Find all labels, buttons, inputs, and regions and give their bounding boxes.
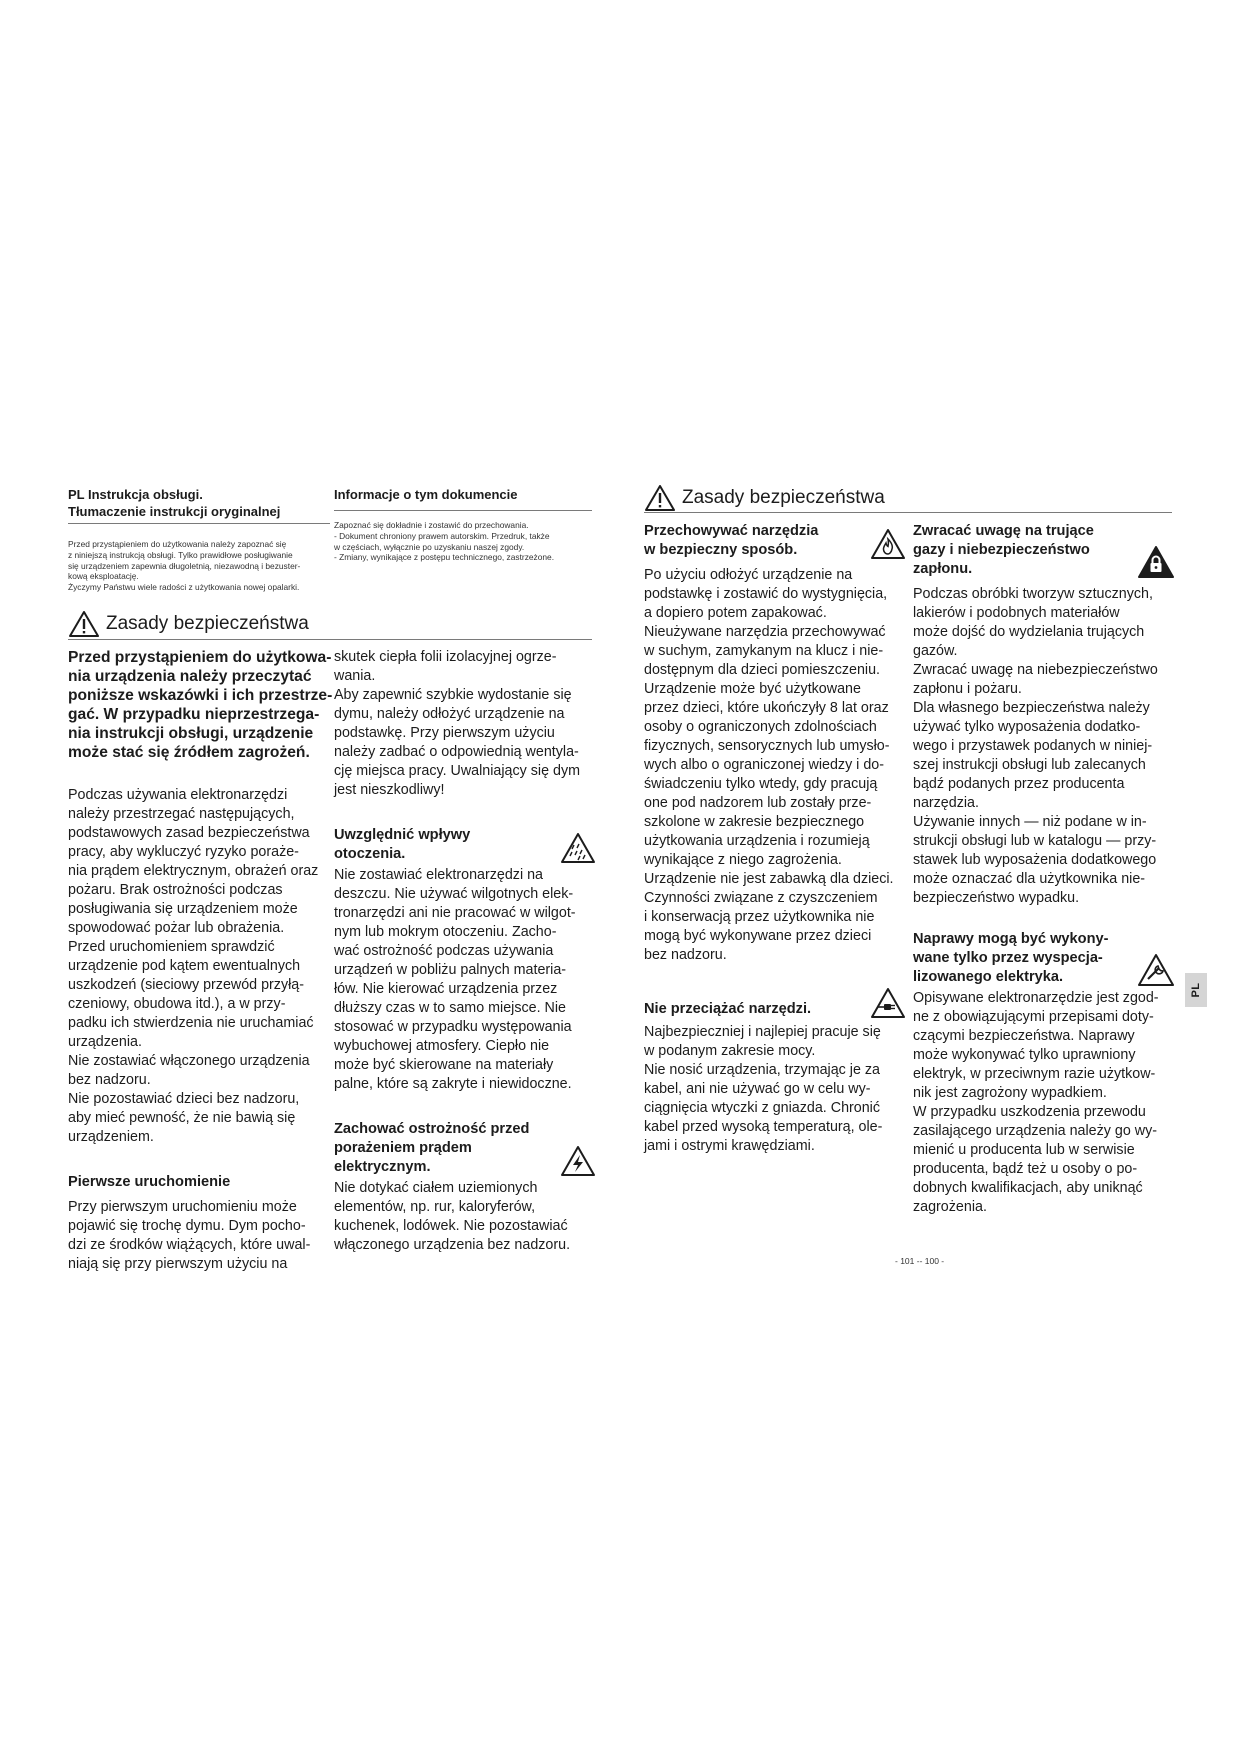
page-numbers: - 101 -- 100 - xyxy=(895,1256,945,1266)
lead-paragraph: Przed przystąpieniem do użytkowa- nia urządzenia należy przeczytać poniższe wskazówki i ich przestrze- gać. W przypadku nieprzestrzega- nia instrukcji obsługi, urządzenie może stać się źródłem zagrożeń. xyxy=(68,649,333,761)
body-paragraph: Podczas używania elektronarzędzi należy przestrzegać następujących, podstawowych zasad bezpieczeństwa pracy, aby wykluczyć ryzyko poraże- nia prądem elektrycznym, obrażeń oraz pożaru. Brak ostrożności podczas posługiwania się urządzeniem może spowodować pożar lub obrażenia. Przed uruchomieniem sprawdzić urządzenie pod kątem ewentualnych uszkodzeń (sieciowy przewód przyłą- czeniowy, obudowa itd.), a w przy- padku ich stwierdzenia nie uruchamiać urządzenia. Nie zostawiać włączonego urządzenia bez nadzoru. Nie pozostawiać dzieci bez nadzoru, aby mieć pewność, że nie bawią się urządzeniem. xyxy=(68,787,319,1145)
section-heading xyxy=(644,484,885,512)
document-info xyxy=(334,486,594,563)
subheading-storage: Przechowywać narzędzia w bezpieczny sposób. xyxy=(644,523,819,558)
subheading-repairs: Naprawy mogą być wykony- wane tylko przez wyspecja- lizowanego elektryka. xyxy=(913,931,1109,985)
first-use-text: Przy pierwszym uruchomieniu może pojawić się trochę dymu. Dym pocho- dzi ze środków wiążących, które uwal- niają się przy pierwszym użyciu na xyxy=(68,1199,311,1272)
subheading-toxic-gas: Zwracać uwagę na trujące gazy i niebezpieczeństwo zapłonu. xyxy=(913,523,1094,577)
document-info-text: Zapoznać się dokładnie i zostawić do przechowania. - Dokument chroniony prawem autorskim. Przedruk, także w częściach, wyłącznie po uzyskaniu naszej zgody. - Zmiany, wynikające z postępu technicznego, zastrzeżone. xyxy=(334,520,555,563)
manual-title: PL Instrukcja obsługi. Tłumaczenie instrukcji oryginalnej xyxy=(68,487,281,519)
toxic-gas-heading-row xyxy=(913,522,1175,579)
section-divider xyxy=(68,639,592,640)
lock-warning-icon xyxy=(1137,545,1175,579)
storage-heading-row xyxy=(644,522,906,560)
subheading-first-use: Pierwsze uruchomienie xyxy=(68,1174,231,1190)
section-heading xyxy=(68,610,309,638)
repair-warning-icon xyxy=(1137,953,1175,987)
overload-heading-row xyxy=(644,987,906,1019)
section-title: Zasady bezpieczeństwa xyxy=(106,613,309,634)
column-right xyxy=(913,522,1175,1217)
plug-warning-icon xyxy=(870,987,906,1019)
toxic-gas-text: Podczas obróbki tworzyw sztucznych, lakierów i podobnych materiałów może dojść do wydzielania trujących gazów. Zwracać uwagę na niebezpieczeństwo zapłonu i pożaru. Dla własnego bezpieczeństwa należy używać tylko wyposażenia dodatko- wego i przystawek podanych w niniej- szej instrukcji obsługi lub zalecanych bądź podanych przez producenta narzędzia. Używanie innych — niż podane w in- strukcji obsługi lub w katalogu — przy- stawek lub wyposażenia dodatkowego może oznaczać dla użytkownika nie- bezpieczeństwo wypadku. xyxy=(913,586,1158,906)
electric-shock-warning-icon xyxy=(560,1145,596,1177)
environment-text: Nie zostawiać elektronarzędzi na deszczu. Nie używać wilgotnych elek- tronarzędzi ani nie pracować w wilgot- nym lub mokrym otoczeniu. Zacho- wać ostrożność podczas używania urządzeń w pobliżu palnych materia- łów. Nie kierować urządzenia przez dłuższy czas w to samo miejsce. Nie stosować w przypadku występowania wybuchowej atmosfery. Ciepło nie może być skierowane na materiały palne, które są zakryte i niewidoczne. xyxy=(334,867,576,1092)
overload-text: Najbezpieczniej i najlepiej pracuje się w podanym zakresie mocy. Nie nosić urządzenia, trzymając je za kabel, ani nie używać go w celu wy- ciągnięcia wtyczki z gniazda. Chronić kabel przed wysoką temperaturą, ole- jami i ostrymi krawędziami. xyxy=(644,1024,883,1154)
language-tab xyxy=(1185,973,1207,1007)
rain-warning-icon xyxy=(560,832,596,864)
divider xyxy=(334,510,592,511)
warning-icon xyxy=(644,484,676,512)
intro-text: Przed przystąpieniem do użytkowania należy zapoznać się z niniejszą instrukcją obsługi. Tylko prawidłowe posługiwanie się urządzeniem zapewnia długoletnią, niezawodną i bezuster- kową eksploatację. Życzymy Państwu wiele radości z użytkowania nowej opalarki. xyxy=(68,539,301,593)
electric-heading-row xyxy=(334,1120,596,1177)
body-paragraph: skutek ciepła folii izolacyjnej ogrze- wania. Aby zapewnić szybkie wydostanie się dymu, należy odłożyć urządzenie na podstawkę. Przy pierwszym użyciu należy zadbać o odpowiednią wentyla- cję miejsca pracy. Uwalniający się dym jest nieszkodliwy! xyxy=(334,649,581,798)
subheading-overload: Nie przeciążać narzędzi. xyxy=(644,1001,812,1017)
column-left xyxy=(644,522,906,1156)
column-left xyxy=(68,648,333,1274)
repair-heading-row xyxy=(913,930,1175,987)
electric-shock-text: Nie dotykać ciałem uziemionych elementów, np. rur, kaloryferów, kuchenek, lodówek. Nie pozostawiać włączonego urządzenia bez nadzoru. xyxy=(334,1180,571,1253)
subheading-environment: Uwzględnić wpływy otoczenia. xyxy=(334,827,471,862)
section-title: Zasady bezpieczeństwa xyxy=(682,487,885,508)
column-right xyxy=(334,648,596,1255)
section-divider xyxy=(644,512,1172,513)
document-info-title: Informacje o tym dokumencie xyxy=(334,487,518,502)
language-tab-label: PL xyxy=(1190,982,1202,998)
fire-warning-icon xyxy=(870,528,906,560)
warning-icon xyxy=(68,610,100,638)
divider xyxy=(68,523,330,524)
repairs-text: Opisywane elektronarzędzie jest zgod- ne z obowiązującymi przepisami doty- czącymi bezpieczeństwa. Naprawy może wykonywać tylko uprawniony elektryk, w przeciwnym razie użytkow- nik jest zagrożony wypadkiem. W przypadku uszkodzenia przewodu zasilającego urządzenia należy go wy- mienić u producenta lub w serwisie producenta, bądź też u osoby o po- dobnych kwalifikacjach, aby uniknąć zagrożenia. xyxy=(913,990,1159,1215)
environment-heading-row xyxy=(334,826,596,864)
manual-header xyxy=(68,486,330,593)
storage-text: Po użyciu odłożyć urządzenie na podstawkę i zostawić do wystygnięcia, a dopiero potem zapakować. Nieużywane narzędzia przechowywać w suchym, zamykanym na klucz i nie- dostępnym dla dzieci pomieszczeniu. Urządzenie może być użytkowane przez dzieci, które ukończyły 8 lat oraz osoby o ograniczonych zdolnościach fizycznych, sensorycznych lub umysło- wych albo o ograniczonej wiedzy i do- świadczeniu tylko wtedy, gdy pracują one pod nadzorem lub zostały prze- szkolone w zakresie bezpiecznego użytkowania urządzenia i rozumieją wynikające z niego zagrożenia. Urządzenie nie jest zabawką dla dzieci. Czynności związane z czyszczeniem i konserwacją przez użytkownika nie mogą być wykonywane przez dzieci bez nadzoru. xyxy=(644,567,894,963)
subheading-electric-shock: Zachować ostrożność przed porażeniem prądem elektrycznym. xyxy=(334,1121,530,1175)
